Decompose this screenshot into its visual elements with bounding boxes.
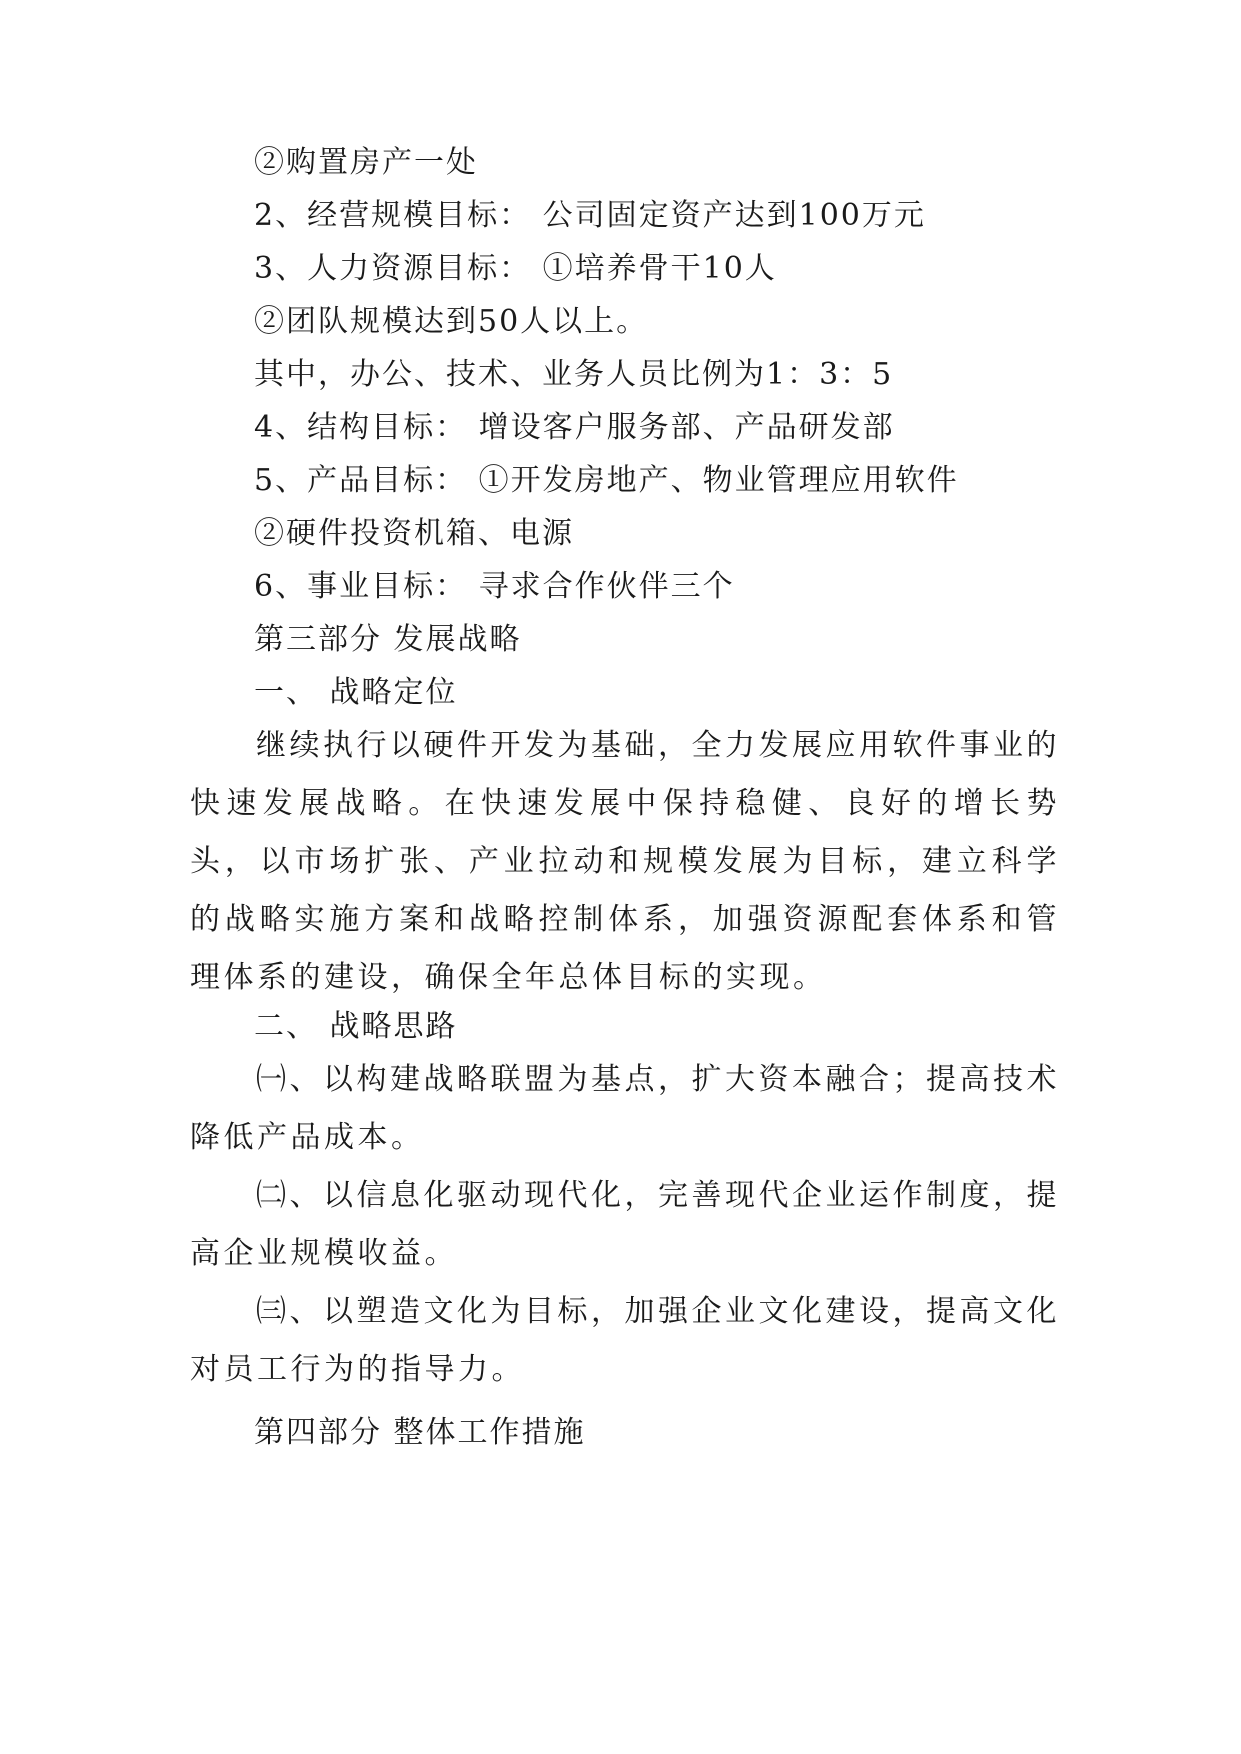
line-product-goal: 5、产品目标： ①开发房地产、物业管理应用软件 (254, 463, 959, 498)
paragraph-thinking-3: ㈢、以塑造文化为目标，加强企业文化建设，提高文化对员工行为的指导力。 (190, 1294, 1060, 1387)
line-business-goal: 6、事业目标： 寻求合作伙伴三个 (254, 569, 735, 604)
line-hr-goal: 3、人力资源目标： ①培养骨干10人 (254, 251, 777, 286)
line-staff-ratio: 其中，办公、技术、业务人员比例为1：3：5 (254, 357, 894, 392)
paragraph-thinking-2: ㈡、以信息化驱动现代化，完善现代企业运作制度，提高企业规模收益。 (190, 1178, 1060, 1271)
heading-part4: 第四部分 整体工作措施 (254, 1415, 586, 1450)
heading-part3: 第三部分 发展战略 (254, 622, 522, 657)
heading-strategy-thinking: 二、 战略思路 (254, 1009, 458, 1044)
line-purchase-property: ②购置房产一处 (254, 145, 478, 180)
line-team-size: ②团队规模达到50人以上。 (254, 304, 649, 339)
line-hardware-investment: ②硬件投资机箱、电源 (254, 516, 574, 551)
paragraph-thinking-1: ㈠、以构建战略联盟为基点，扩大资本融合；提高技术降低产品成本。 (190, 1062, 1060, 1155)
paragraph-strategy-positioning: 继续执行以硬件开发为基础，全力发展应用软件事业的快速发展战略。在快速发展中保持稳健、良好的增长势头，以市场扩张、产业拉动和规模发展为目标，建立科学的战略实施方案和战略控制体系，加强资源配套体系和管理体系的建设，确保全年总体目标的实现。 (190, 728, 1060, 995)
line-scale-goal: 2、经营规模目标： 公司固定资产达到100万元 (254, 198, 926, 233)
line-structure-goal: 4、结构目标： 增设客户服务部、产品研发部 (254, 410, 895, 445)
heading-strategy-positioning: 一、 战略定位 (254, 675, 458, 710)
